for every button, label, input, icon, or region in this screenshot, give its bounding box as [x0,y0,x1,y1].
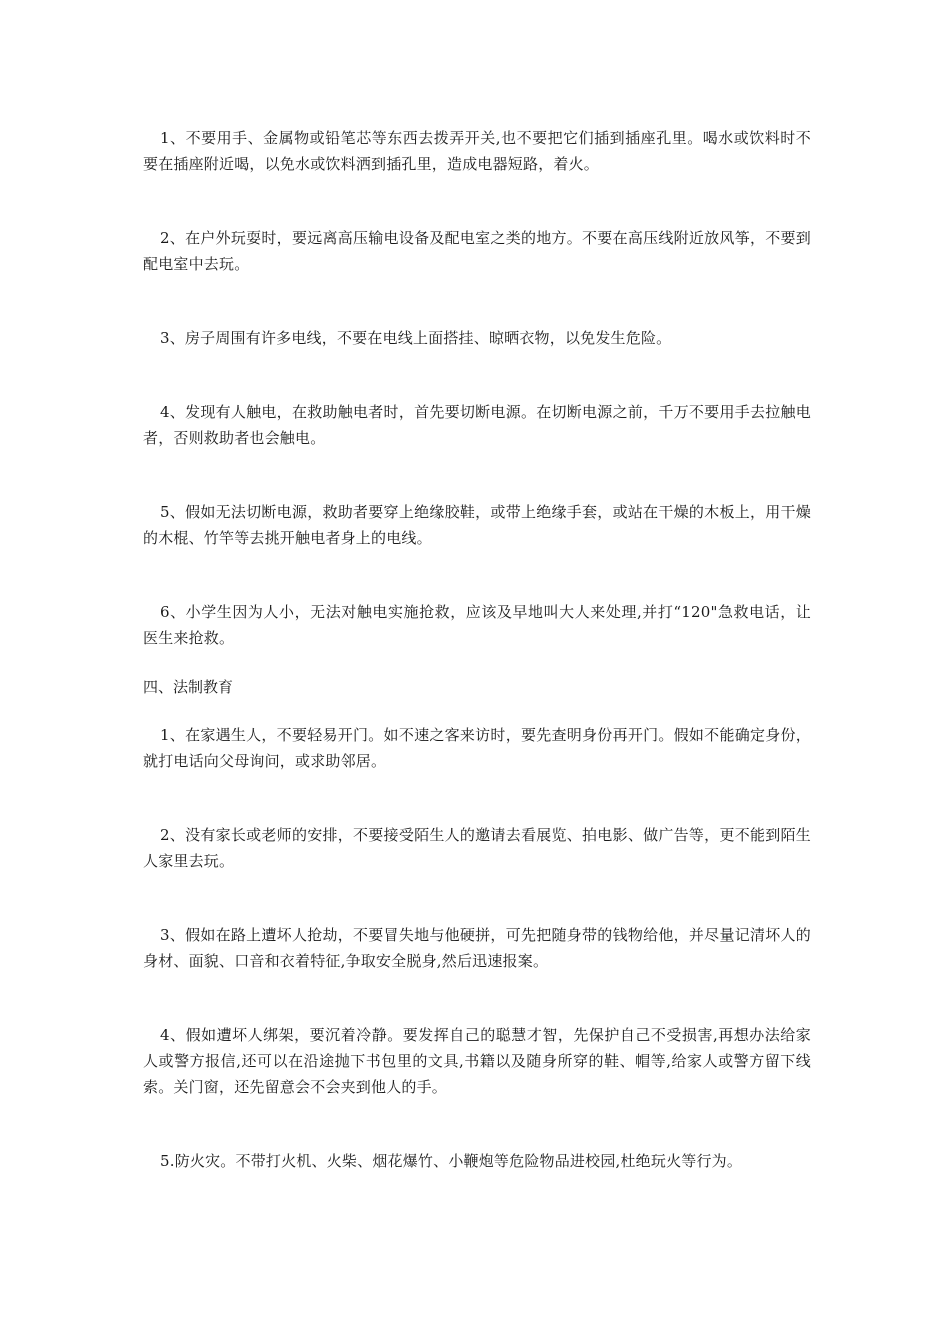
paragraph-6: 6、小学生因为人小，无法对触电实施抢救，应该及早地叫大人来处理,并打“120"急救电话，让医生来抢救。 [143,603,811,647]
section-paragraph-5: 5.防火灾。不带打火机、火柴、烟花爆竹、小鞭炮等危险物品进校园,杜绝玩火等行为。 [160,1152,743,1170]
paragraph-2: 2、在户外玩耍时，要远离高压输电设备及配电室之类的地方。不要在高压线附近放风筝，不要到配电室中去玩。 [143,229,811,273]
paragraph-5: 5、假如无法切断电源，救助者要穿上绝缘胶鞋，或带上绝缘手套，或站在干燥的木板上，用干燥的木棍、竹竿等去挑开触电者身上的电线。 [143,503,811,547]
section-paragraph-3: 3、假如在路上遭坏人抢劫，不要冒失地与他硬拼，可先把随身带的钱物给他，并尽量记清坏人的身材、面貌、口音和衣着特征,争取安全脱身,然后迅速报案。 [143,926,811,970]
paragraph-4: 4、发现有人触电，在救助触电者时，首先要切断电源。在切断电源之前，千万不要用手去拉触电者，否则救助者也会触电。 [143,403,811,447]
paragraph-3: 3、房子周围有许多电线，不要在电线上面搭挂、晾晒衣物，以免发生危险。 [160,329,672,347]
section-paragraph-2: 2、没有家长或老师的安排，不要接受陌生人的邀请去看展览、拍电影、做广告等，更不能到陌生人家里去玩。 [143,826,811,870]
section-paragraph-4: 4、假如遭坏人绑架，要沉着冷静。要发挥自己的聪慧才智，先保护自己不受损害,再想办法给家人或警方报信,还可以在沿途抛下书包里的文具,书籍以及随身所穿的鞋、帽等,给家人或警方留下线索。关门窗，还先留意会不会夹到他人的手。 [143,1026,811,1096]
section-paragraph-1: 1、在家遇生人，不要轻易开门。如不速之客来访时，要先查明身份再开门。假如不能确定身份，就打电话向父母询问，或求助邻居。 [143,726,811,770]
section-heading: 四、法制教育 [143,678,234,696]
paragraph-1: 1、不要用手、金属物或铅笔芯等东西去拨弄开关,也不要把它们插到插座孔里。喝水或饮料时不要在插座附近喝，以免水或饮料洒到插孔里，造成电器短路，着火。 [143,129,811,173]
